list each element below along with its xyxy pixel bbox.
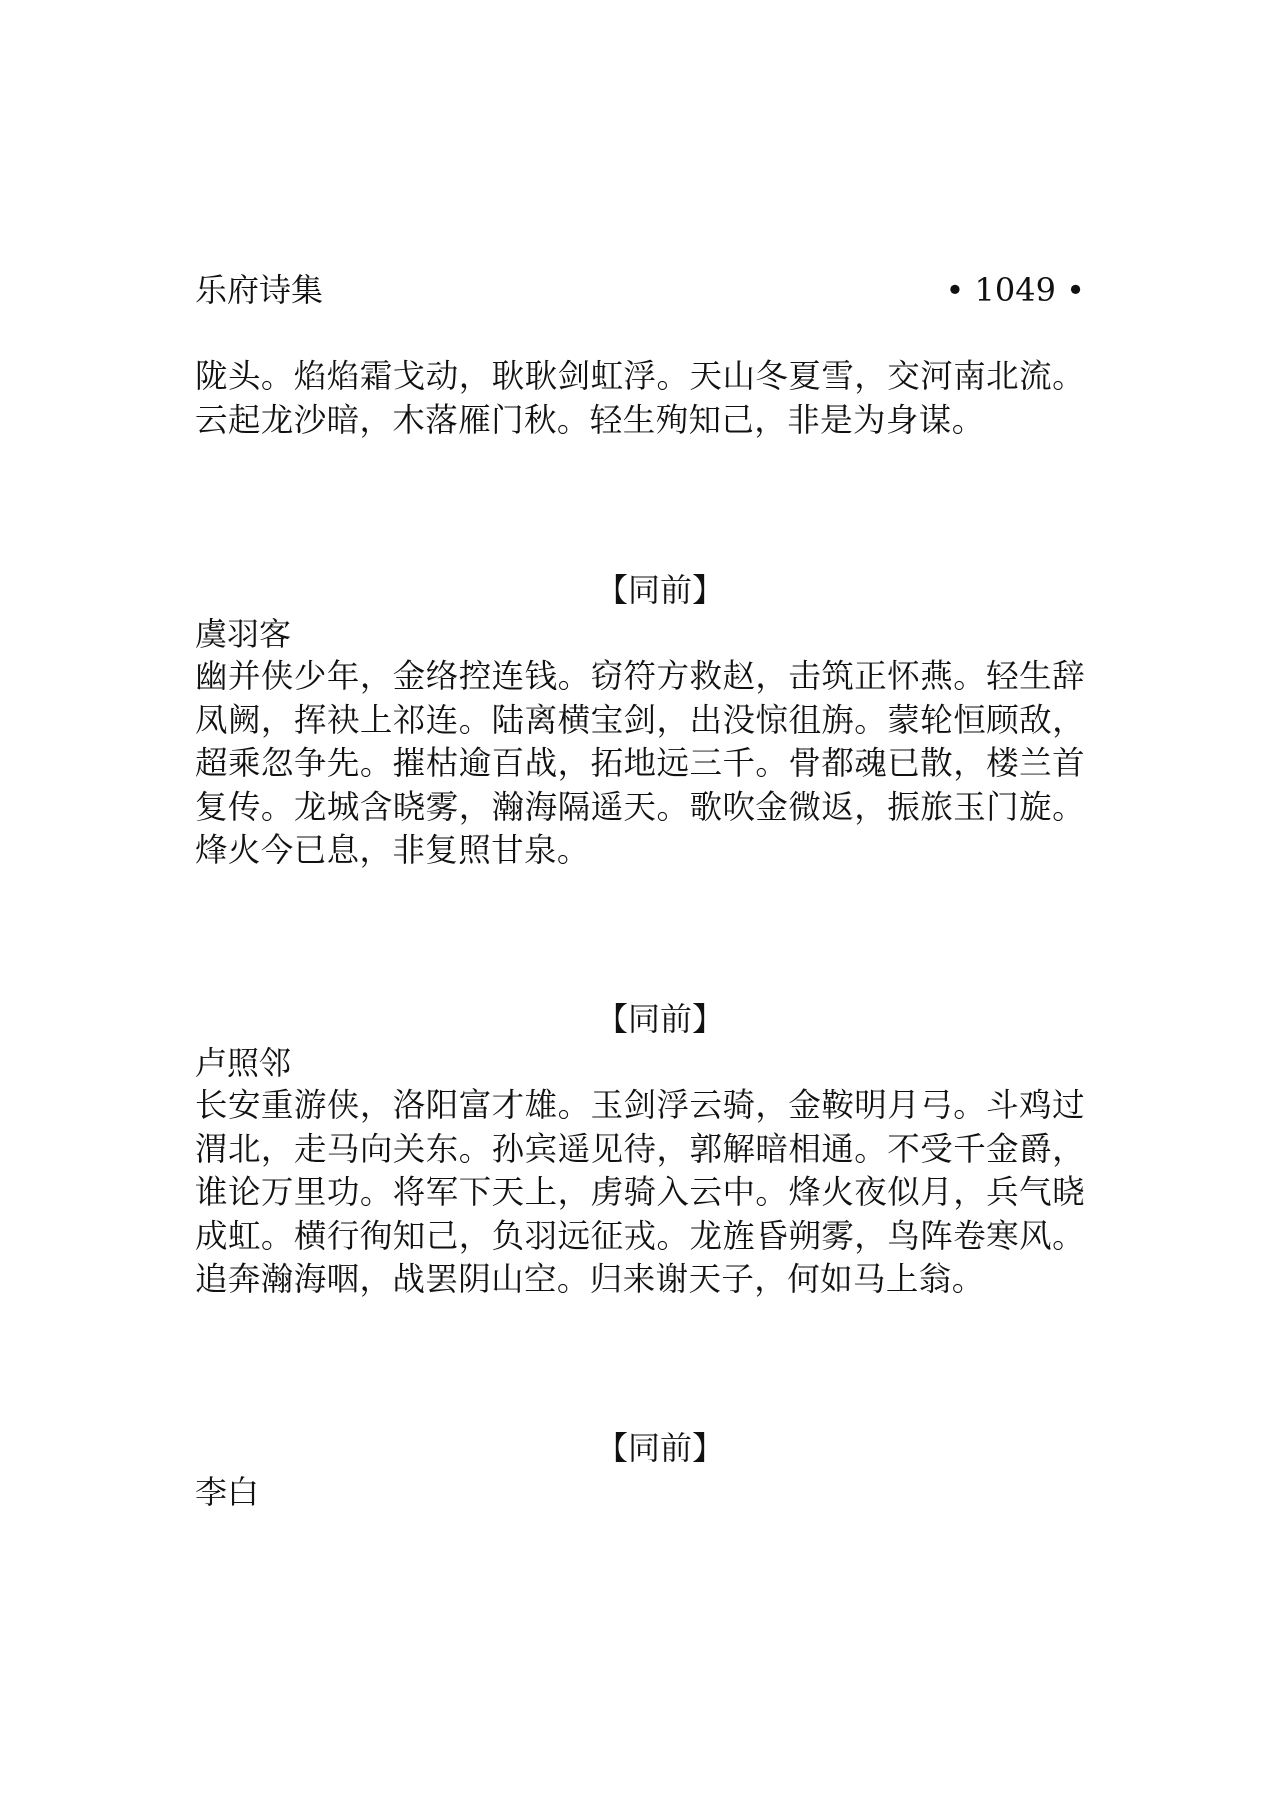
section-title: 【同前】 [595,1000,724,1038]
page-number: • 1049 • [945,271,1085,309]
page-header [195,268,1085,312]
poem-text: 长安重游侠，洛阳富才雄。玉剑浮云骑，金鞍明月弓。斗鸡过渭北，走马向关东。孙宾遥见待，郭解暗相通。不受千金爵，谁论万里功。将军下天上，虏骑入云中。烽火夜似月，兵气晓成虹。横行徇知己，负羽远征戎。龙旌昏朔雾，鸟阵卷寒风。追奔瀚海咽，战罢阴山空。归来谢天子，何如马上翁。 [195,1086,1085,1298]
section-author: 李白 [195,1473,260,1511]
book-title: 乐府诗集 [195,271,324,309]
poem-text: 幽并侠少年，金络控连钱。窃符方救赵，击筑正怀燕。轻生辞凤阙，挥袂上祁连。陆离横宝剑，出没惊徂旃。蒙轮恒顾敌，超乘忽争先。摧枯逾百战，拓地远三千。骨都魂已散，楼兰首复传。龙城含晓雾，瀚海隔遥天。歌吹金微返，振旅玉门旋。烽火今已息，非复照甘泉。 [195,657,1085,869]
document-page [195,0,1085,1795]
section-author: 卢照邻 [195,1044,292,1082]
intro-paragraph: 陇头。焰焰霜戈动，耿耿剑虹浮。天山冬夏雪，交河南北流。云起龙沙暗，木落雁门秋。轻生殉知己，非是为身谋。 [195,357,1085,439]
section-author: 虞羽客 [195,615,292,653]
section-title: 【同前】 [595,571,724,609]
section-title: 【同前】 [595,1429,724,1467]
